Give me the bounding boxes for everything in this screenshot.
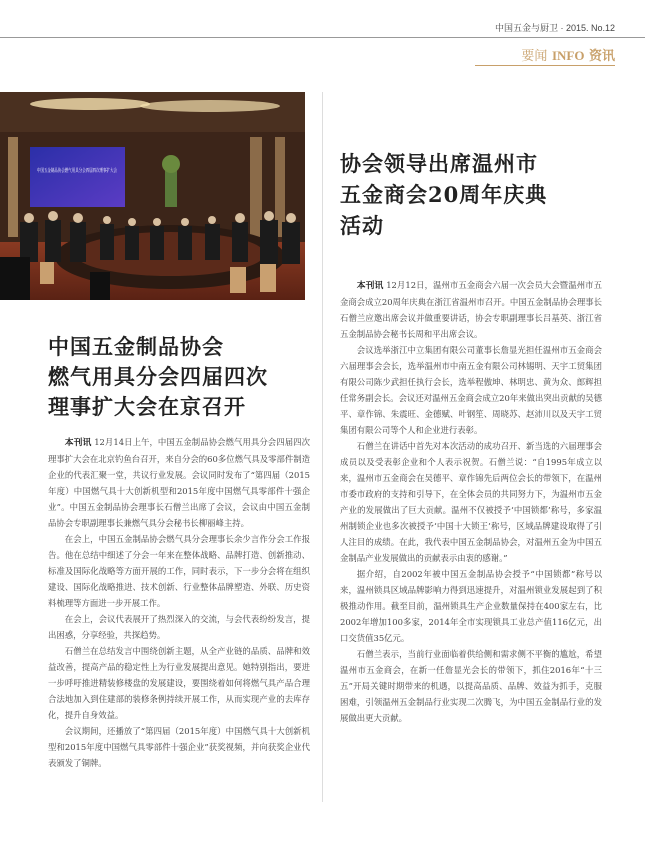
- section-divider: [475, 65, 615, 66]
- paragraph: [340, 277, 602, 342]
- paragraph: 据介绍，自2002年被中国五金制品协会授予“中国锁都”称号以来，温州锁具区域品牌影响力得到迅速提升，对温州锁业发展起到了积极推动作用。截至目前，温州锁具生产企业数量保持在400家左右，比2002年增加100多家，2014年全市实现锁具工业总产值116亿元，出口交货值35亿元。: [340, 569, 602, 643]
- paragraph-text: 12月14日上午，中国五金制品协会燃气用具分会四届四次理事扩大会在北京钓鱼台召开，来自分会的60多位燃气具及零部件制造企业的代表汇聚一堂，共议行业发展。会议同时发布了“第四届（2015年度）中国燃气具十大创新机型和2015年度中国燃气具零部件十强企业”。中国五金制品协会理事长石僧兰出席了会议，会议由中国五金制品协会专职副理事长兼燃气具分会秘书长柳丽峰主持。: [48, 437, 310, 528]
- lead-tag: 本刊讯: [356, 281, 384, 291]
- article-left-body: [48, 434, 310, 771]
- title-line: 中国五金制品协会: [48, 334, 224, 359]
- paragraph: 石僧兰表示，当前行业面临着供给侧和需求侧不平衡的尴尬，希望温州市五金商会，在新一任詹显光会长的带领下，抓住2016年“十三五”开局关键时期带来的机遇，以提高品质、品牌、效益为抓手，克服困难，引领温州五金制品行业实现二次腾飞，为中国五金制品行业的发展做出更大贡献。: [340, 649, 602, 723]
- title-line: 燃气用具分会四届四次: [48, 364, 268, 389]
- paragraph: [48, 434, 310, 531]
- header-divider: [0, 37, 645, 38]
- paragraph: 会议期间，还播放了“第四届（2015年度）中国燃气具十大创新机型和2015年度中国燃气具零部件十强企业”获奖视频，并向获奖企业代表颁发了铜牌。: [48, 726, 310, 768]
- meeting-photo-art: [0, 92, 305, 300]
- paragraph: 在会上，会议代表展开了热烈深入的交流，与会代表纷纷发言，提出困惑，分享经验，共探趋势。: [48, 614, 310, 640]
- paragraph: 石僧兰在总结发言中围绕创新主题，从全产业链的品质、品牌和效益改善，提高产品的稳定性上为行业发展提出意见。她特别指出，要进一步呼吁推进精装修楼盘的发展建设，要围绕着如何将燃气具产品合理合法地加入到住建部的装修条例持续开展工作，从而实现产业的去库存化，提升自身效益。: [48, 646, 310, 720]
- lead-tag: 本刊讯: [64, 438, 92, 448]
- article-right-body: [340, 277, 602, 726]
- paragraph: 会议选举浙江中立集团有限公司董事长詹显光担任温州市五金商会六届理事会会长，选举温州市中南五金有限公司林锡明、天宇工贸集团有限公司陈少武担任执行会长，选举程傲坤、林明忠、黄为众、郎辉担任常务副会长。会议还对温州五金商会成立20年来做出突出贡献的吴德平、章作锦、朱震旺、金德赋、叶钢笙、周晓苏、赵沛川以及天宇工贸集团有限公司等个人和企业进行表彰。: [340, 345, 602, 435]
- title-line: 五金商会20周年庆典: [340, 182, 548, 207]
- title-line: 协会领导出席温州市: [340, 151, 538, 176]
- screen-text: 中国五金制品协会燃气用具分会四届四次理事扩大会: [37, 168, 153, 174]
- paragraph-text: 12月12日，温州市五金商会六届一次会员大会暨温州市五金商会成立20周年庆典在浙江省温州市召开。中国五金制品协会理事长石僧兰应邀出席会议并做重要讲话，协会专职副理事长吕基英、浙江省五金制品协会秘书长周和平出席会议。: [340, 280, 602, 339]
- section-tag: [521, 45, 615, 64]
- section-cn-news: 要闻: [521, 49, 548, 64]
- section-en-info: INFO: [551, 48, 585, 63]
- article-left-title: [48, 332, 308, 422]
- column-divider: [322, 92, 323, 802]
- article-right-title: [340, 148, 610, 241]
- paragraph: 石僧兰在讲话中首先对本次活动的成功召开、新当选的六届理事会成员以及受表彰企业和个人表示祝贺。石僧兰说：“自1995年成立以来，温州市五金商会在吴德平、章作锦先后两位会长的带领下，在温州市委市政府的支持和引导下，在全体会员的共同努力下，为温州市五金产业的发展做出了巨大贡献。温州不仅被授予‘中国锁都’称号，多家温州制锁企业也多次被授予‘中国十大锁王’称号，区域品牌建设取得了引人注目的成绩。在此，我代表中国五金制品协会，对温州五金为中国五金制品产业发展做出的贡献表示由衷的感谢。”: [340, 441, 602, 563]
- paragraph: 在会上，中国五金制品协会燃气具分会理事长余少言作分会工作报告。他在总结中细述了分会一年来在整体战略、品牌打造、创新推动、标准及国际化战略等方面开展的工作，同时表示，下一步分会将在组织建设、国际化战略推进、技术创新、行业整体品牌塑造、外联、历史资料梳理等方面进一步开展工作。: [48, 534, 310, 608]
- section-cn-info: 资讯: [588, 49, 615, 64]
- title-line: 活动: [340, 213, 384, 238]
- title-line: 理事扩大会在京召开: [48, 394, 246, 419]
- meeting-photo: [0, 92, 305, 300]
- projector-screen: [30, 147, 153, 207]
- issue-label: 中国五金与厨卫 · 2015. No.12: [494, 23, 615, 33]
